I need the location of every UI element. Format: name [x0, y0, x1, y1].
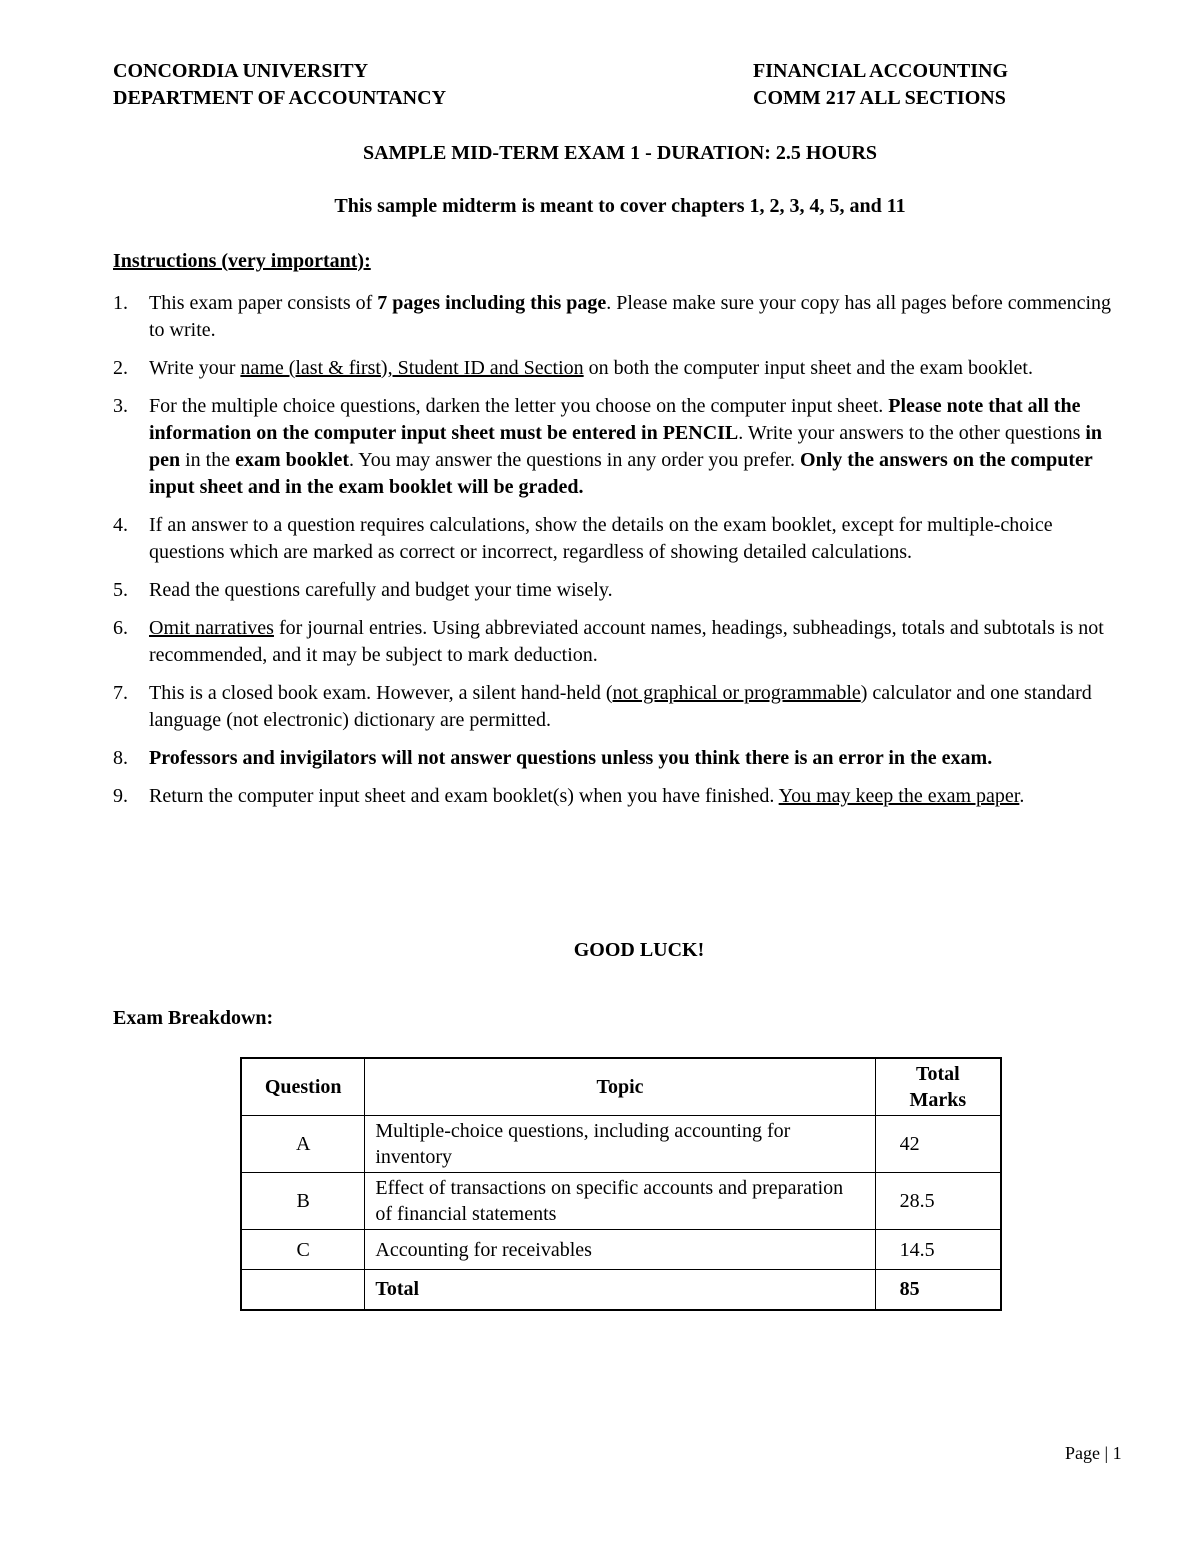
instruction-item — [113, 512, 1128, 566]
row-marks: 42 — [875, 1116, 1001, 1173]
total-marks: 85 — [875, 1270, 1001, 1310]
header-marks: Total Marks — [875, 1058, 1001, 1116]
table-total-row — [241, 1270, 1001, 1310]
department-name: DEPARTMENT OF ACCOUNTANCY — [113, 87, 447, 109]
instruction-number: 7. — [113, 682, 128, 704]
instruction-text: Return the computer input sheet and exam booklet(s) when you have finished. — [149, 785, 779, 807]
instruction-item — [113, 290, 1128, 344]
row-topic: Accounting for receivables — [365, 1230, 875, 1270]
total-empty-cell — [241, 1270, 365, 1310]
page-number: Page | 1 — [1065, 1443, 1122, 1463]
instruction-underlined-text: not graphical or programmable — [612, 682, 861, 704]
instruction-item — [113, 745, 1128, 772]
instruction-underlined-text: Omit narratives — [149, 617, 274, 639]
exam-subtitle: This sample midterm is meant to cover chapters 1, 2, 3, 4, 5, and 11 — [334, 195, 906, 217]
header-right — [753, 58, 1008, 112]
table-header-row — [241, 1058, 1001, 1116]
instruction-number: 6. — [113, 617, 128, 639]
instruction-item — [113, 355, 1128, 382]
instruction-number: 3. — [113, 395, 128, 417]
instruction-bold-text: exam booklet — [235, 449, 350, 471]
instruction-text: ) calculator and one standard language (not electronic) dictionary are permitted. — [149, 682, 1092, 731]
university-name: CONCORDIA UNIVERSITY — [113, 60, 369, 82]
instruction-text: . Write your answers to the other questions — [738, 422, 1086, 444]
total-label: Total — [365, 1270, 875, 1310]
instruction-text: For the multiple choice questions, darken the letter you choose on the computer input sheet. — [149, 395, 889, 417]
instruction-text: If an answer to a question requires calculations, show the details on the exam booklet, except for multiple-choice questions which are marked as correct or incorrect, regardless of showing detailed calculations. — [149, 514, 1053, 563]
breakdown-heading: Exam Breakdown: — [113, 1007, 274, 1029]
row-question: A — [241, 1116, 365, 1173]
instruction-text: for journal entries. Using abbreviated account names, headings, subheadings, totals and subtotals is not recommended, and it may be subject to mark deduction. — [149, 617, 1104, 666]
instruction-item — [113, 680, 1128, 734]
instruction-text: Read the questions carefully and budget your time wisely. — [149, 579, 613, 601]
course-code: COMM 217 ALL SECTIONS — [753, 87, 1006, 109]
instruction-bold-text: Please note that all the information on the computer input sheet must be entered in PENCIL — [149, 395, 1081, 444]
row-topic: Effect of transactions on specific accounts and preparation of financial statements — [365, 1173, 875, 1230]
row-topic: Multiple-choice questions, including accounting for inventory — [365, 1116, 875, 1173]
instruction-number: 9. — [113, 785, 128, 807]
instruction-underlined-text: You may keep the exam paper — [778, 785, 1020, 807]
instruction-number: 1. — [113, 292, 128, 314]
table-row — [241, 1173, 1001, 1230]
good-luck: GOOD LUCK! — [573, 939, 705, 961]
row-marks: 14.5 — [875, 1230, 1001, 1270]
instruction-text: . — [1019, 785, 1025, 807]
header-question: Question — [241, 1058, 365, 1116]
instruction-text: This is a closed book exam. However, a silent hand-held ( — [149, 682, 613, 704]
row-question: C — [241, 1230, 365, 1270]
instruction-item — [113, 393, 1128, 501]
table-row — [241, 1230, 1001, 1270]
instruction-item — [113, 577, 1128, 604]
instruction-item — [113, 615, 1128, 669]
instructions-list — [113, 290, 1128, 821]
instruction-number: 5. — [113, 579, 128, 601]
instruction-bold-text: 7 pages including this page — [377, 292, 607, 314]
instruction-text: on both the computer input sheet and the exam booklet. — [583, 357, 1033, 379]
table-row — [241, 1116, 1001, 1173]
exam-title: SAMPLE MID-TERM EXAM 1 - DURATION: 2.5 HOURS — [362, 142, 878, 164]
exam-breakdown-table — [240, 1057, 1002, 1311]
instruction-number: 4. — [113, 514, 128, 536]
instruction-item — [113, 783, 1128, 810]
row-marks: 28.5 — [875, 1173, 1001, 1230]
instruction-text: Write your — [149, 357, 241, 379]
instructions-heading: Instructions (very important): — [113, 250, 371, 272]
instruction-bold-text: Professors and invigilators will not answer questions unless you think there is an error in the exam. — [149, 747, 993, 769]
header-topic: Topic — [365, 1058, 875, 1116]
instruction-number: 2. — [113, 357, 128, 379]
instruction-text: . You may answer the questions in any order you prefer. — [349, 449, 801, 471]
instruction-underlined-text: name (last & first), Student ID and Section — [240, 357, 584, 379]
instruction-text: . Please make sure your copy has all pages before commencing to write. — [149, 292, 1112, 341]
instruction-text: in the — [180, 449, 236, 471]
instruction-bold-text: in pen — [149, 422, 1103, 471]
header-left — [113, 58, 446, 112]
instruction-text: This exam paper consists of — [149, 292, 378, 314]
row-question: B — [241, 1173, 365, 1230]
instruction-number: 8. — [113, 747, 128, 769]
course-name: FINANCIAL ACCOUNTING — [753, 60, 1009, 82]
instruction-bold-text: Only the answers on the computer input sheet and in the exam booklet will be graded. — [149, 449, 1093, 498]
